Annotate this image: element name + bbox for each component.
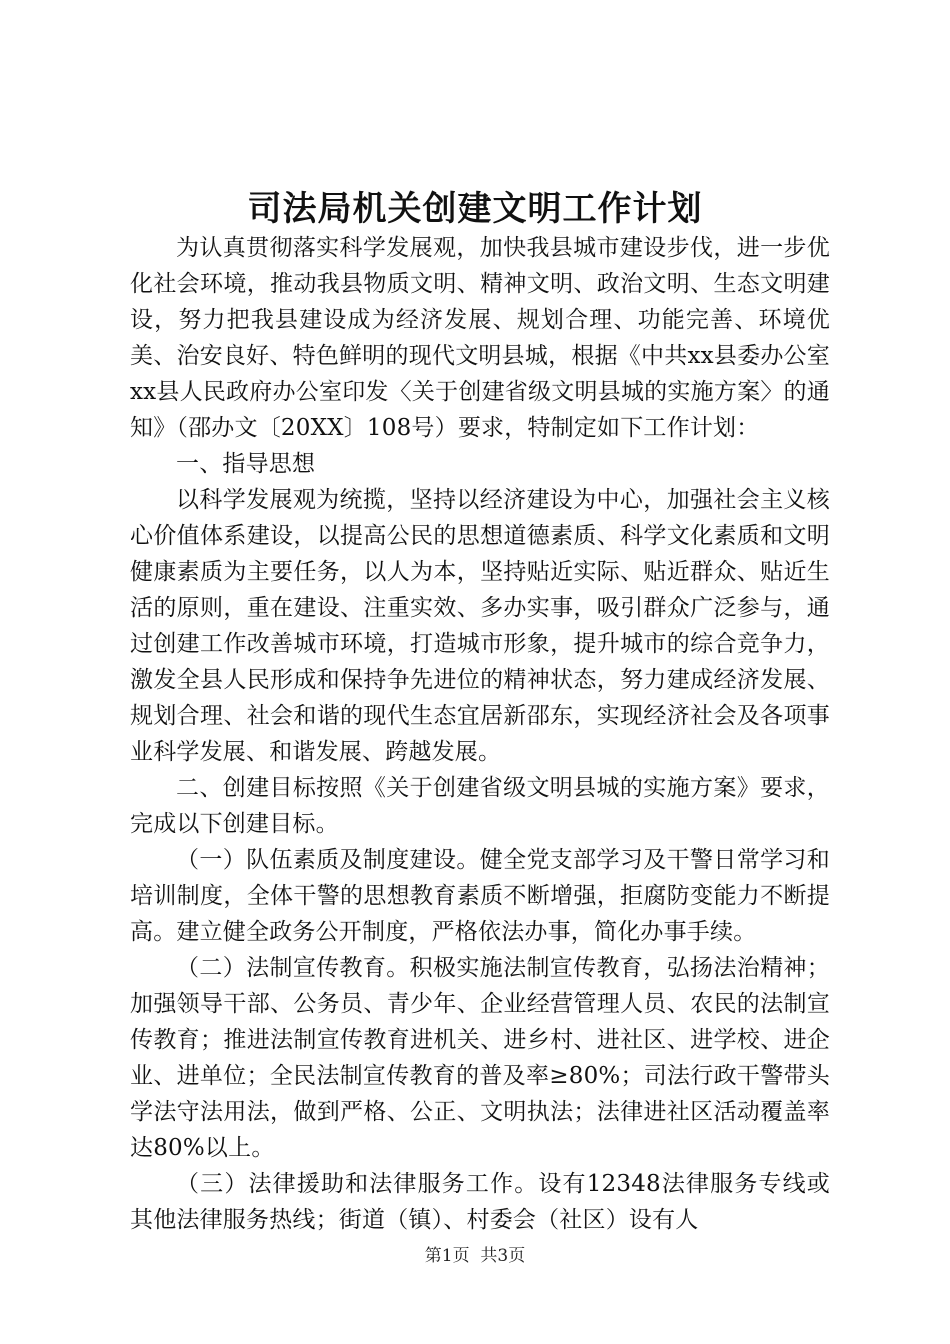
page-footer: [0, 1244, 950, 1268]
page-number: 第1页: [424, 1246, 470, 1266]
heading-guiding-ideology: 一、指导思想: [176, 451, 316, 477]
paragraph-legal-education: （二）法制宣传教育。积极实施法制宣传教育，弘扬法治精神；加强领导干部、公务员、青少年、企业经营管理人员、农民的法制宣传教育；推进法制宣传教育进机关、进乡村、进社区、进学校、进企业、进单位；全民法制宣传教育的普及率≥80%；司法行政干警带头学法守法用法，做到严格、公正、文明执法；法律进社区活动覆盖率达80%以上。: [130, 955, 830, 1161]
paragraph-team-quality: （一）队伍素质及制度建设。健全党支部学习及干警日常学习和培训制度，全体干警的思想教育素质不断增强，拒腐防变能力不断提高。建立健全政务公开制度，严格依法办事，简化办事手续。: [130, 847, 830, 945]
document-title: 司法局机关创建文明工作计划: [247, 189, 703, 229]
paragraph-guiding-ideology: 以科学发展观为统揽，坚持以经济建设为中心，加强社会主义核心价值体系建设，以提高公民的思想道德素质、科学文化素质和文明健康素质为主要任务，以人为本，坚持贴近实际、贴近群众、贴近生活的原则，重在建设、注重实效、多办实事，吸引群众广泛参与，通过创建工作改善城市环境，打造城市形象，提升城市的综合竞争力，激发全县人民形成和保持争先进位的精神状态，努力建成经济发展、规划合理、社会和谐的现代生态宜居新邵东，实现经济社会及各项事业科学发展、和谐发展、跨越发展。: [130, 487, 830, 765]
page-total: 共3页: [480, 1246, 526, 1266]
document-body: [130, 230, 830, 1238]
paragraph-legal-aid: （三）法律援助和法律服务工作。设有12348法律服务专线或其他法律服务热线；街道（镇）、村委会（社区）设有人: [130, 1171, 830, 1233]
paragraph-intro: 为认真贯彻落实科学发展观，加快我县城市建设步伐，进一步优化社会环境，推动我县物质文明、精神文明、政治文明、生态文明建设，努力把我县建设成为经济发展、规划合理、功能完善、环境优美、治安良好、特色鲜明的现代文明县城，根据《中共xx县委办公室xx县人民政府办公室印发〈关于创建省级文明县城的实施方案〉的通知》（邵办文〔20XX〕108号）要求，特制定如下工作计划：: [130, 235, 830, 441]
heading-creation-goals: 二、创建目标按照《关于创建省级文明县城的实施方案》要求，完成以下创建目标。: [130, 775, 830, 837]
